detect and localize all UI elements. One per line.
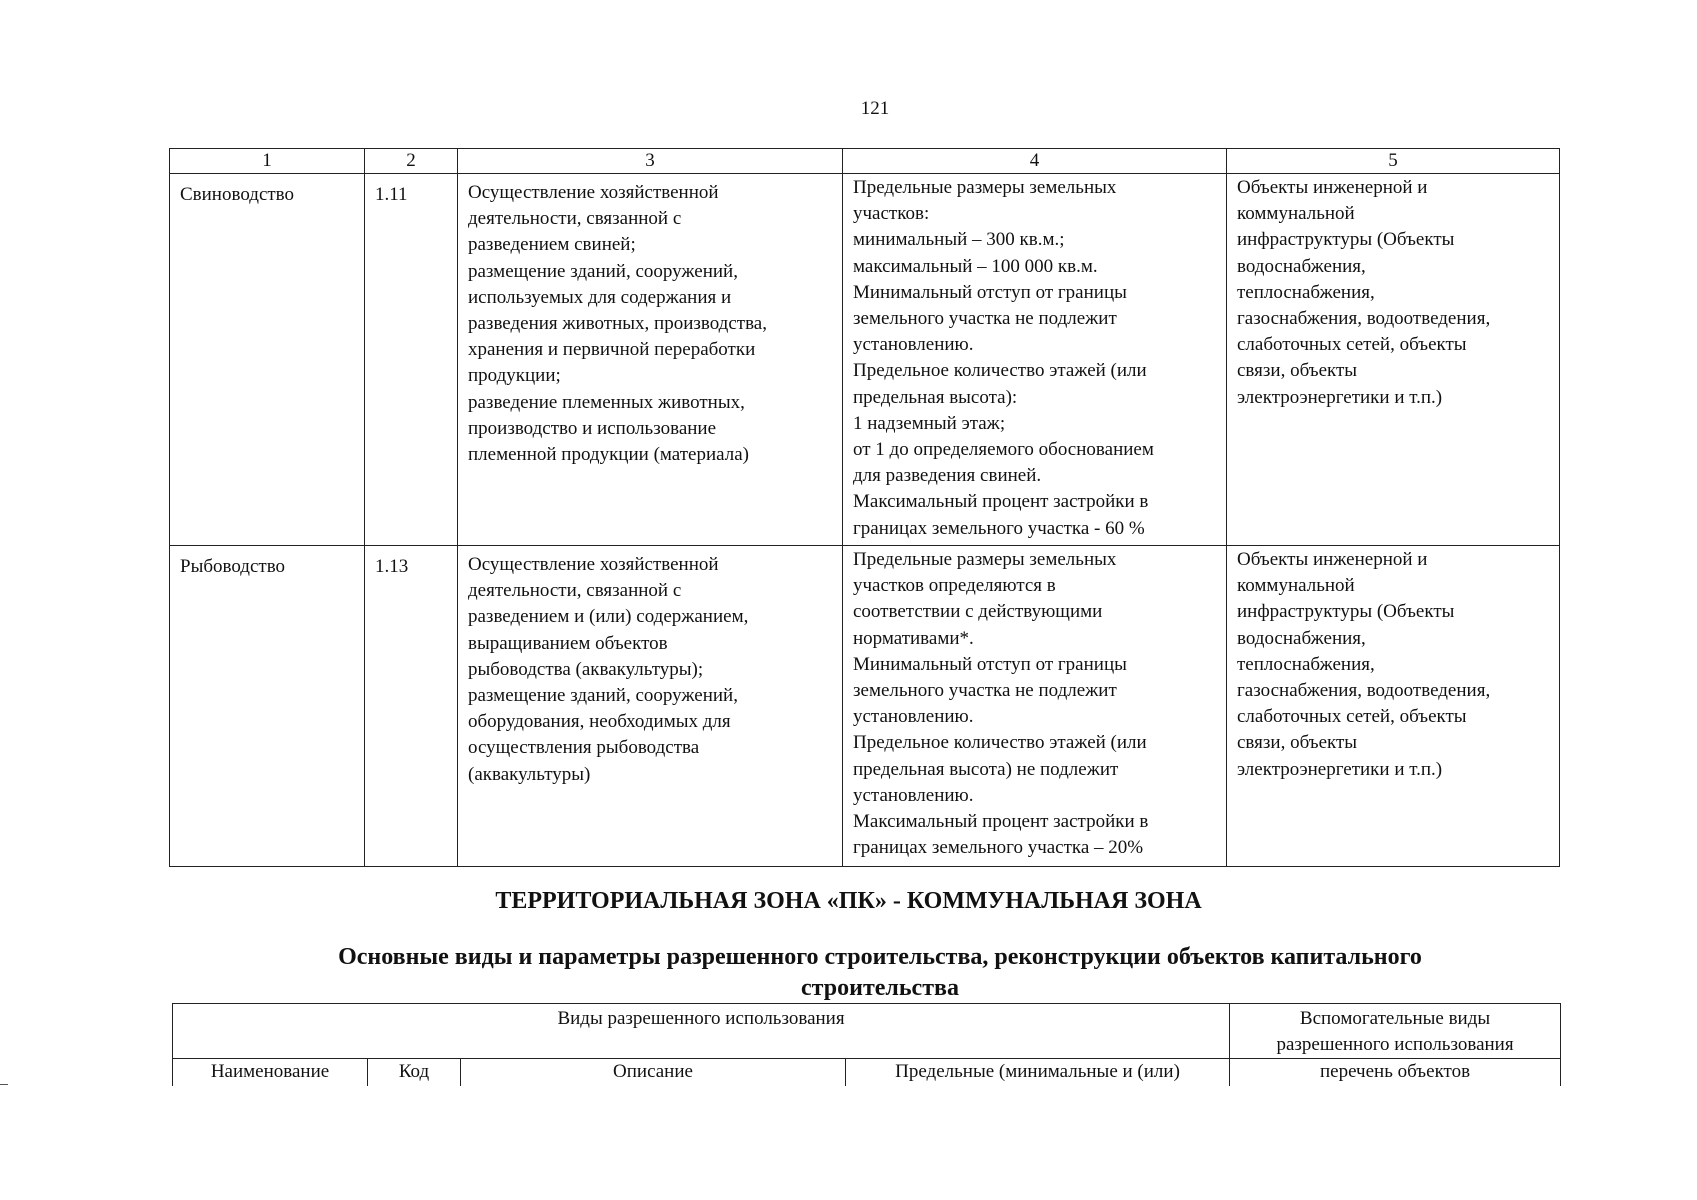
cell-line: земельного участка не подлежит [853, 680, 1117, 702]
cell-line: разведение племенных животных, [468, 391, 745, 413]
cell-line: водоснабжения, [1237, 627, 1366, 649]
cell-line: связи, объекты [1237, 360, 1358, 382]
cell-line: слаботочных сетей, объекты [1237, 334, 1467, 356]
cell-line: слаботочных сетей, объекты [1237, 706, 1467, 728]
cell-line: Объекты инженерной и [1237, 177, 1428, 198]
page-number: 121 [860, 98, 890, 119]
cell-line: от 1 до определяемого обоснованием [853, 439, 1154, 461]
cell-line: племенной продукции (материала) [468, 444, 749, 466]
cell-line: газоснабжения, водоотведения, [1237, 680, 1491, 702]
main-table [169, 148, 1560, 867]
header-col-3: 3 [458, 149, 843, 174]
header-col-1: 1 [170, 149, 365, 174]
header-row [170, 149, 1560, 174]
header-col-2: 2 [365, 149, 458, 174]
cell-line: электроэнергетики и т.п.) [1237, 758, 1443, 780]
cell-line: установлению. [853, 334, 974, 356]
cell-line: выращиванием объектов [468, 632, 668, 654]
cell-line: Предельное количество этажей (или [853, 360, 1147, 382]
cell-line: коммунальной [1237, 575, 1355, 597]
cell-line: Максимальный процент застройки в [853, 491, 1149, 513]
cell-line: производство и использование [468, 417, 717, 439]
cell-line: осуществления рыбоводства [468, 737, 700, 759]
cell-line: предельная высота): [853, 386, 1018, 408]
row-name: Свиноводство [170, 174, 365, 546]
cell-line: минимальный – 300 кв.м.; [853, 229, 1065, 251]
cell-line: максимальный – 100 000 кв.м. [853, 255, 1098, 277]
cell-line: участков: [853, 203, 930, 225]
cell-line: Максимальный процент застройки в [853, 811, 1149, 833]
margin-mark [0, 1084, 8, 1085]
group-header: Виды разрешенного использования [173, 1004, 1230, 1059]
section-title [230, 942, 1530, 1004]
cell-line: участков определяются в [853, 575, 1056, 597]
cell-line: земельного участка не подлежит [853, 308, 1117, 330]
cell-line: 1 надземный этаж; [853, 412, 1006, 434]
cell-line: газоснабжения, водоотведения, [1237, 308, 1491, 330]
cell-line: инфраструктуры (Объекты [1237, 229, 1455, 251]
col-code-header: Код [368, 1059, 461, 1087]
row-code: 1.13 [365, 546, 458, 867]
cell-line: используемых для содержания и [468, 286, 732, 308]
cell-line: Предельные размеры земельных [853, 177, 1117, 198]
cell-line: рыбоводства (аквакультуры); [468, 658, 704, 680]
cell-line: Осуществление хозяйственной [468, 554, 719, 575]
cell-line: размещение зданий, сооружений, [468, 260, 738, 282]
row-auxiliary [1227, 546, 1560, 867]
cell-line: инфраструктуры (Объекты [1237, 601, 1455, 623]
cell-line: Объекты инженерной и [1237, 549, 1428, 570]
cell-line: размещение зданий, сооружений, [468, 685, 738, 707]
cell-line: Предельное количество этажей (или [853, 732, 1147, 754]
aux-header-line-2: разрешенного использования [1276, 1034, 1514, 1055]
cell-line: Предельные размеры земельных [853, 549, 1117, 570]
row-parameters [843, 546, 1227, 867]
cell-line: деятельности, связанной с [468, 208, 682, 230]
zone-title: ТЕРРИТОРИАЛЬНАЯ ЗОНА «ПК» - КОММУНАЛЬНАЯ ЗОНА [495, 888, 1202, 914]
cell-line: установлению. [853, 784, 974, 806]
row-name: Рыбоводство [170, 546, 365, 867]
cell-line: для разведения свиней. [853, 465, 1042, 487]
row-code: 1.11 [365, 174, 458, 546]
section-title-line-2: строительства [801, 975, 959, 1001]
cell-line: (аквакультуры) [468, 763, 591, 785]
header-col-4: 4 [843, 149, 1227, 174]
cell-line: водоснабжения, [1237, 255, 1366, 277]
table-row [170, 174, 1560, 546]
cell-line: соответствии с действующими [853, 601, 1103, 623]
cell-line: Осуществление хозяйственной [468, 182, 719, 203]
cell-line: установлению. [853, 706, 974, 728]
zone-header-row [173, 1004, 1561, 1059]
cell-line: разведения животных, производства, [468, 313, 767, 335]
cell-line: продукции; [468, 365, 561, 387]
cell-line: оборудования, необходимых для [468, 711, 731, 733]
aux-header [1230, 1004, 1561, 1059]
cell-line: электроэнергетики и т.п.) [1237, 386, 1443, 408]
table-row [170, 546, 1560, 867]
cell-line: Минимальный отступ от границы [853, 281, 1127, 303]
cell-line: разведением и (или) содержанием, [468, 606, 749, 628]
cell-line: теплоснабжения, [1237, 281, 1375, 303]
col-parameters-header: Предельные (минимальные и (или) [846, 1059, 1230, 1087]
cell-line: нормативами*. [853, 627, 974, 649]
cell-line: связи, объекты [1237, 732, 1358, 754]
aux-header-line-1: Вспомогательные виды [1299, 1008, 1491, 1029]
col-objects-header: перечень объектов [1230, 1059, 1561, 1087]
cell-line: теплоснабжения, [1237, 653, 1375, 675]
row-description [458, 546, 843, 867]
cell-line: хранения и первичной переработки [468, 339, 756, 361]
cell-line: границах земельного участка - 60 % [853, 517, 1145, 539]
cell-line: Минимальный отступ от границы [853, 653, 1127, 675]
col-description-header: Описание [461, 1059, 846, 1087]
cell-line: коммунальной [1237, 203, 1355, 225]
zone-subheader-row [173, 1059, 1561, 1087]
row-description [458, 174, 843, 546]
cell-line: предельная высота) не подлежит [853, 758, 1119, 780]
zone-table [172, 1003, 1561, 1086]
col-name-header: Наименование [173, 1059, 368, 1087]
cell-line: деятельности, связанной с [468, 580, 682, 602]
section-title-line-1: Основные виды и параметры разрешенного строительства, реконструкции объектов капитального [338, 944, 1422, 970]
cell-line: разведением свиней; [468, 234, 636, 256]
cell-line: границах земельного участка – 20% [853, 837, 1144, 859]
row-parameters [843, 174, 1227, 546]
header-col-5: 5 [1227, 149, 1560, 174]
row-auxiliary [1227, 174, 1560, 546]
